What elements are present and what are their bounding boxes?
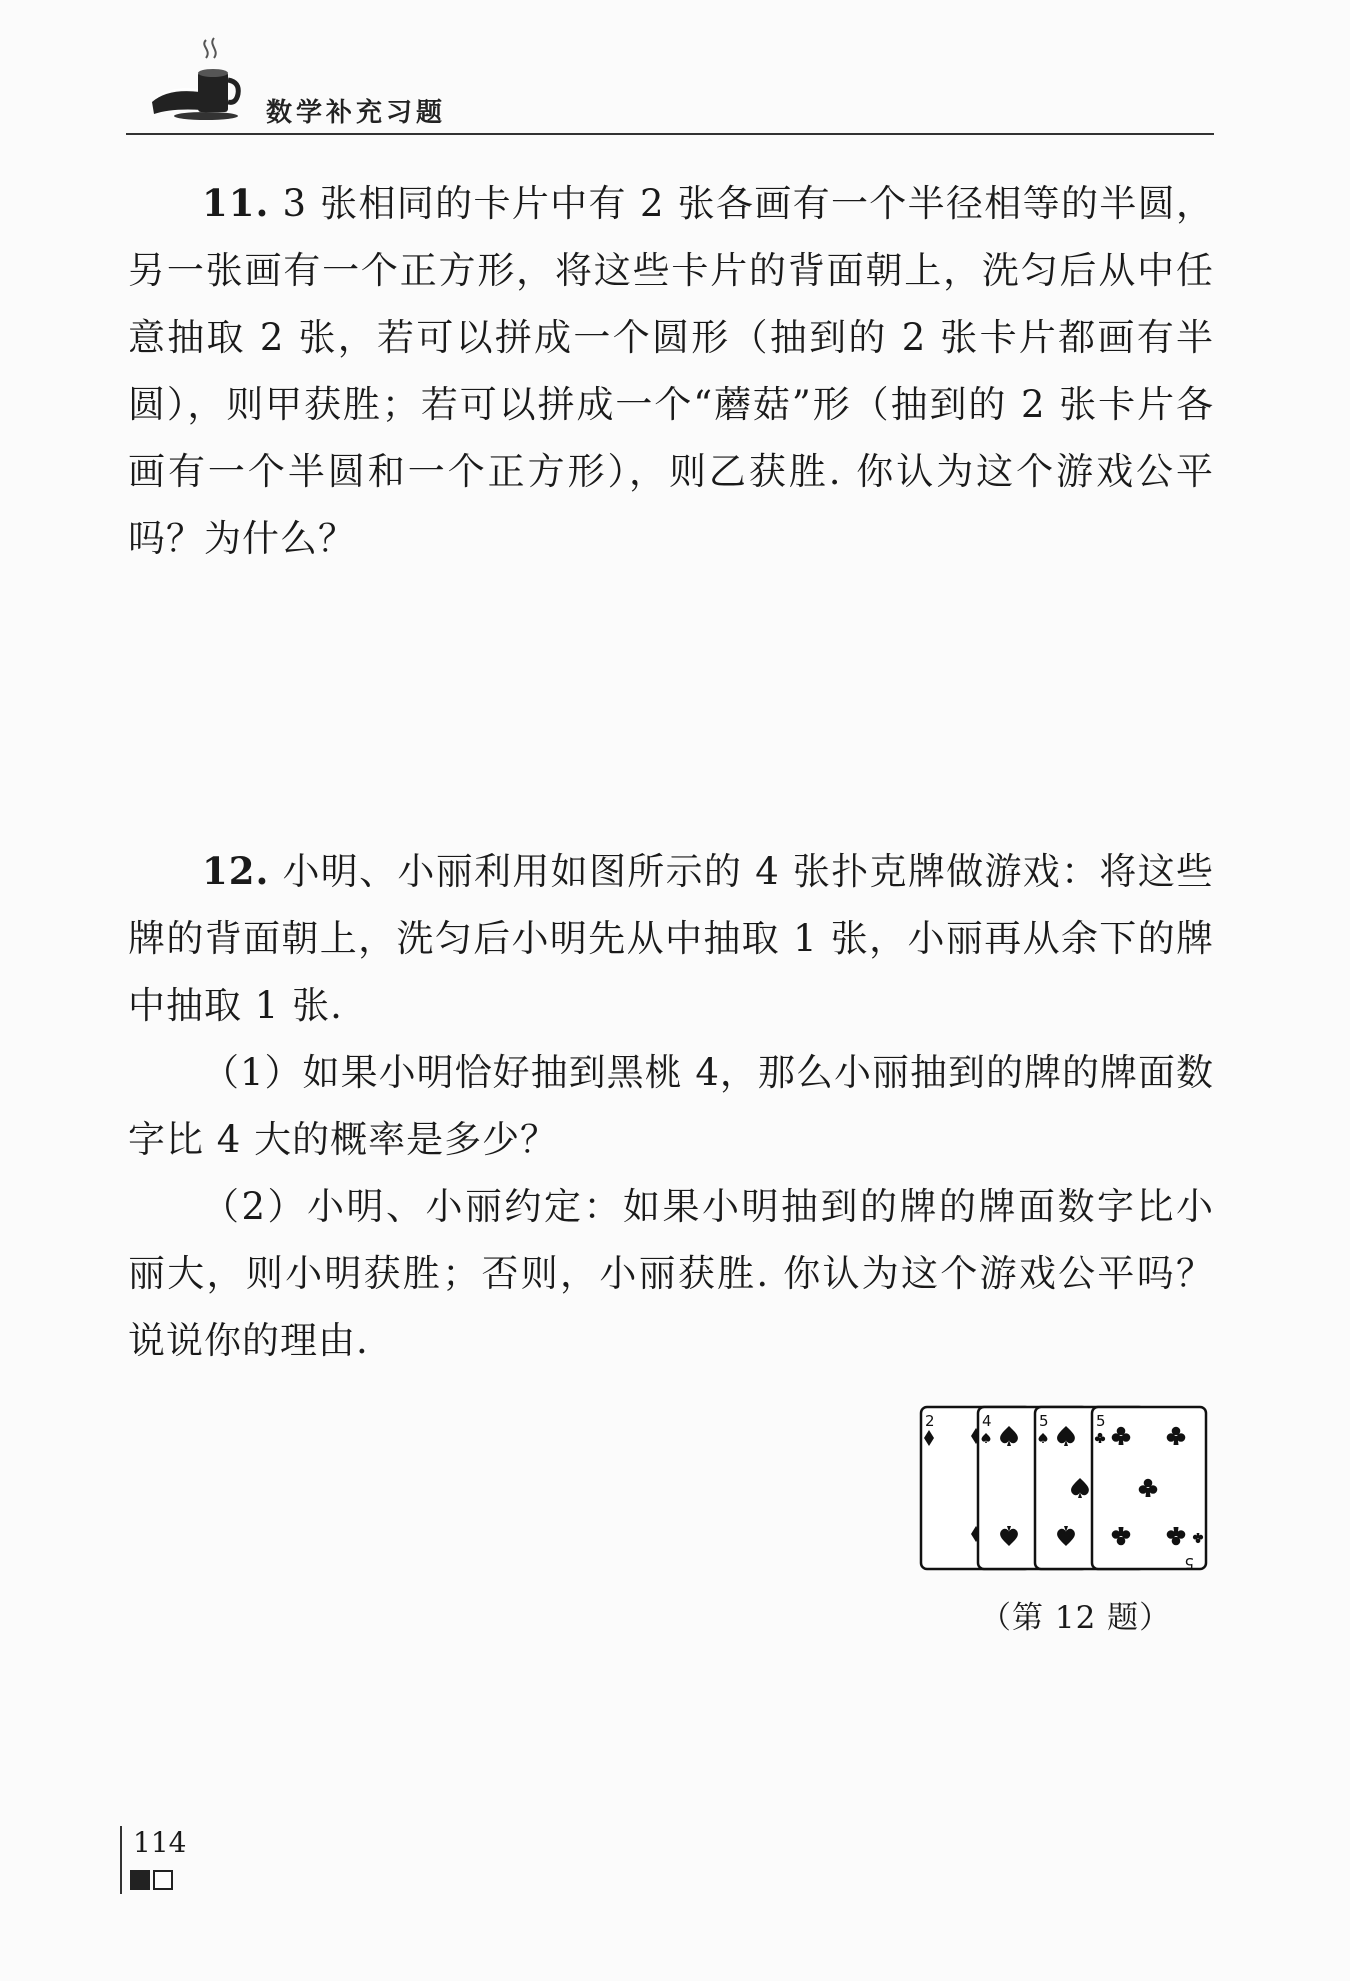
footer-marker: [130, 1870, 176, 1894]
sub-question-2: （2）小明、小丽约定：如果小明抽到的牌的牌面数字比小丽大，则小明获胜；否则，小丽获胜. 你认为这个游戏公平吗？说说你的理由.: [128, 1185, 1214, 1362]
coffee-cup-and-book-icon: [148, 36, 244, 122]
problem-text: 3 张相同的卡片中有 2 张各画有一个半径相等的半圆，另一张画有一个正方形，将这些卡片的背面朝上，洗匀后从中任意抽取 2 张，若可以拼成一个圆形（抽到的 2 张卡片都画有半圆），则甲获胜；若可以拼成一个“蘑菇”形（抽到的 2 张卡片各画有一个半圆和一个正方形），则乙获胜. 你认为这个游戏公平吗？为什么？: [128, 182, 1214, 560]
card-rank: 5: [1096, 1412, 1106, 1430]
footer-divider: [120, 1826, 122, 1894]
page-number: 114: [133, 1826, 187, 1859]
problem-number: 12.: [202, 849, 270, 893]
problem-paragraph: [128, 838, 1214, 1039]
problem-text: 小明、小丽利用如图所示的 4 张扑克牌做游戏：将这些牌的背面朝上，洗匀后小明先从中抽取 1 张，小丽再从余下的牌中抽取 1 张.: [128, 850, 1214, 1027]
playing-cards-figure: [918, 1404, 1210, 1574]
filled-square-icon: [130, 1870, 150, 1890]
header-title: 数学补充习题: [266, 98, 447, 128]
problem-11: [128, 170, 1214, 572]
card-5-club: [1092, 1407, 1206, 1572]
card-rank: 5: [1039, 1412, 1049, 1430]
card-rank: 4: [982, 1412, 992, 1430]
header-divider: [126, 133, 1214, 135]
problem-12: [128, 838, 1214, 1374]
problem-number: 11.: [202, 181, 270, 225]
figure-caption: （第 12 题）: [980, 1600, 1172, 1636]
card-rank: 2: [925, 1412, 935, 1430]
sub-question-1: （1）如果小明恰好抽到黑桃 4，那么小丽抽到的牌的牌面数字比 4 大的概率是多少？: [128, 1051, 1214, 1161]
problem-paragraph: [128, 170, 1214, 572]
card-rank: 5: [1184, 1554, 1194, 1572]
empty-square-icon: [153, 1870, 173, 1890]
